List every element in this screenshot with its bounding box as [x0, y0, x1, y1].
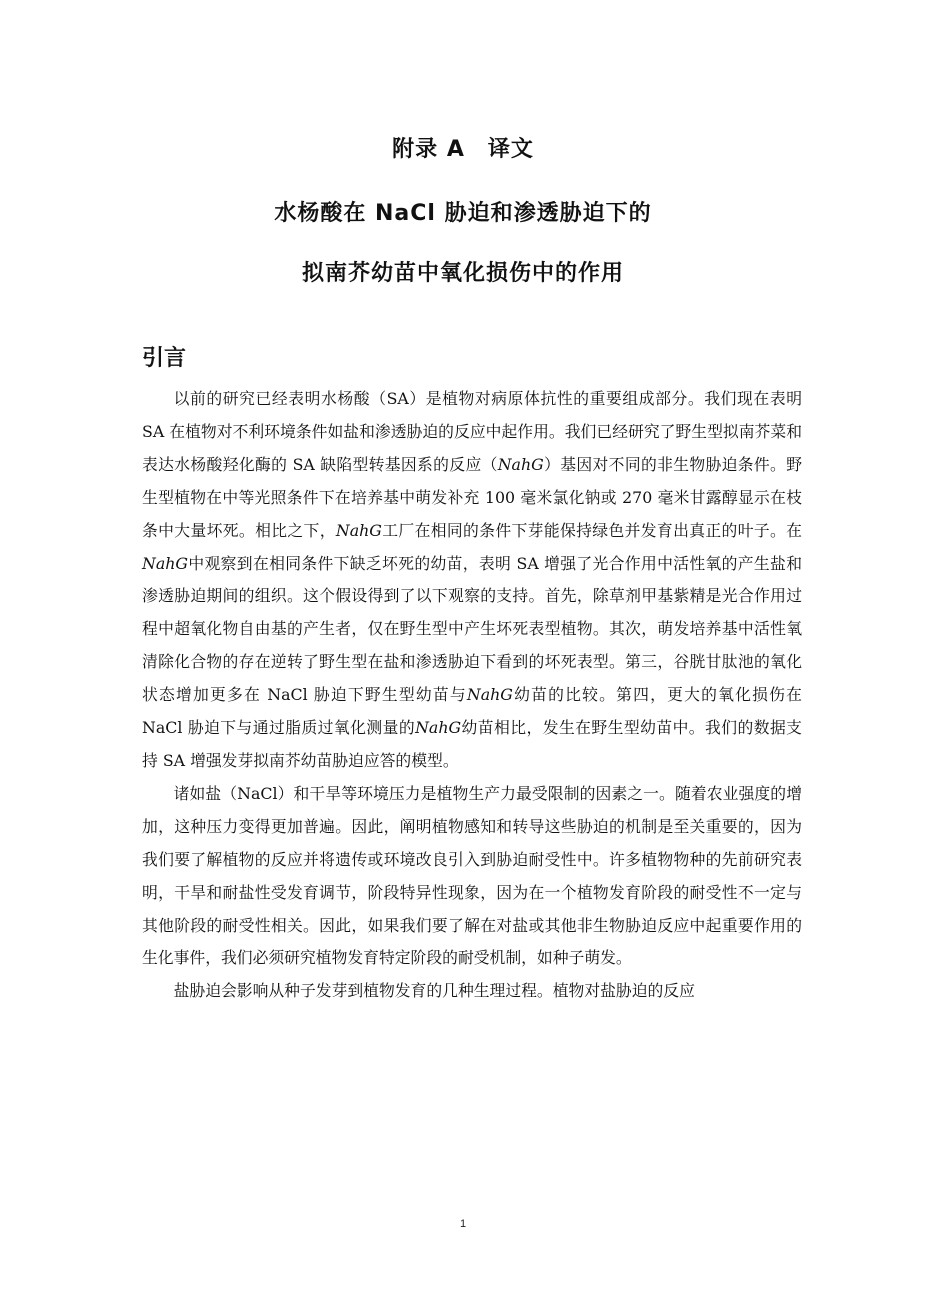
- p1-segment: 中观察到在相同条件下缺乏坏死的幼苗，表明 SA 增强了光合作用中活性氧的产生盐和渗透胁迫期间的组织。这个假设得到了以下观察的支持。首先，除草剂甲基紫精是光合作用过程中超氧化物自由基的产生者，仅在野生型中产生坏死表型植物。其次，萌发培养基中活性氧清除化合物的存在逆转了野生型在盐和渗透胁迫下看到的坏死表型。第三，谷胱甘肽池的氧化状态增加更多在 NaCl 胁迫下野生型幼苗与: [142, 553, 802, 705]
- gene-name: NahG: [415, 718, 462, 738]
- gene-name: NahG: [335, 520, 382, 540]
- gene-name: NahG: [497, 454, 544, 474]
- paragraph-2: 诸如盐（NaCl）和干旱等环境压力是植物生产力最受限制的因素之一。随着农业强度的增加，这种压力变得更加普遍。因此，阐明植物感知和转导这些胁迫的机制是至关重要的，因为我们要了解植物的反应并将遗传或环境改良引入到胁迫耐受性中。许多植物物种的先前研究表明，干旱和耐盐性受发育调节，阶段特异性现象，因为在一个植物发育阶段的耐受性不一定与其他阶段的耐受性相关。因此，如果我们要了解在对盐或其他非生物胁迫反应中起重要作用的生化事件，我们必须研究植物发育特定阶段的耐受机制，如种子萌发。: [142, 783, 802, 968]
- section-heading: 引言: [142, 346, 187, 371]
- p1-segment: 幼苗相比，发生在野生型幼苗中。我们的数据支持 SA 增强发芽拟南芥幼苗胁迫应答的模型。: [142, 718, 802, 770]
- p1-segment: 幼苗的比较。第四，更大的氧化损伤在 NaCl 胁迫下与通过脂质过氧化测量的: [142, 685, 802, 738]
- p1-segment: 工厂在相同的条件下芽能保持绿色并发育出真正的叶子。在: [381, 520, 802, 540]
- page-number: 1: [459, 1218, 467, 1230]
- paragraph-3: 盐胁迫会影响从种子发芽到植物发育的几种生理过程。植物对盐胁迫的反应: [173, 981, 695, 1001]
- body-text: [142, 383, 802, 1008]
- gene-name: NahG: [142, 553, 189, 573]
- appendix-label: 附录 A 译文: [392, 137, 534, 162]
- title-line-1: 水杨酸在 NaCl 胁迫和渗透胁迫下的: [274, 201, 652, 226]
- p1-segment: 以前的研究已经表明水杨酸（SA）是植物对病原体抗性的重要组成部分。我们现在表明 SA 在植物对不利环境条件如盐和渗透胁迫的反应中起作用。我们已经研究了野生型拟南芥菜和表达水杨酸羟化酶的 SA 缺陷型转基因系的反应（: [142, 389, 802, 474]
- p1-segment: ）基因对不同的非生物胁迫条件。野生型植物在中等光照条件下在培养基中萌发补充 100 毫米氯化钠或 270 毫米甘露醇显示在枝条中大量坏死。相比之下，: [142, 454, 802, 540]
- gene-name: NahG: [466, 685, 513, 705]
- paragraph-1: [142, 383, 802, 778]
- title-line-2: 拟南芥幼苗中氧化损伤中的作用: [301, 261, 624, 286]
